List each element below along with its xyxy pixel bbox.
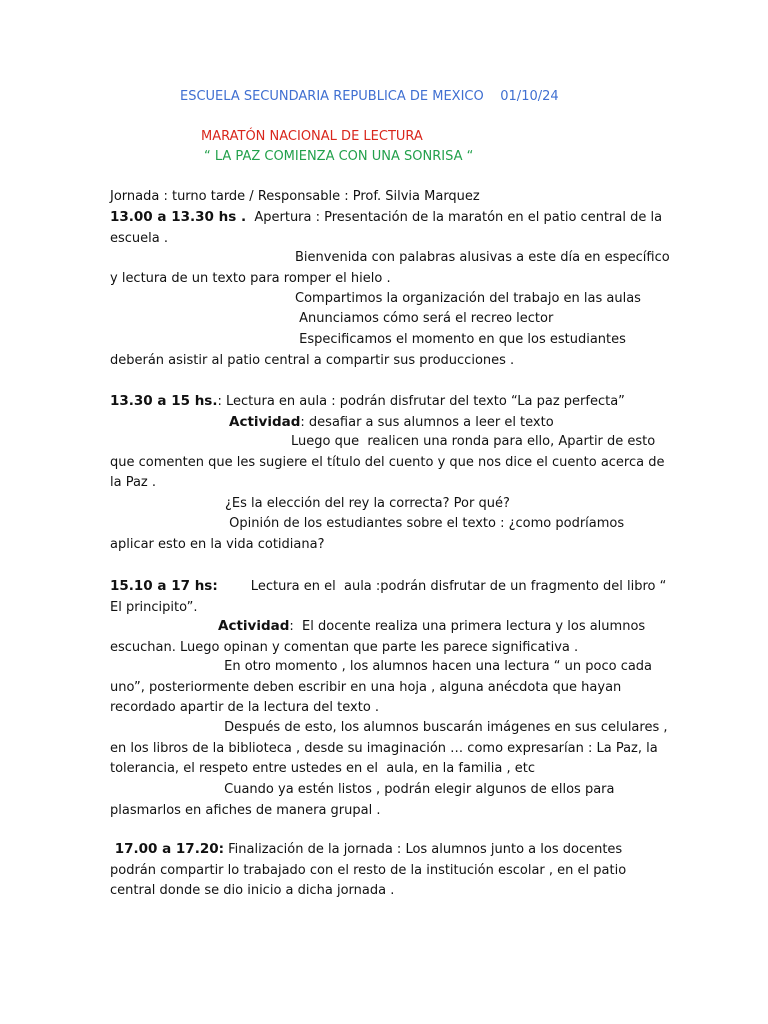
block3-text: Lectura en el aula :podrán disfrutar de un fragmento del libro “ El principito”. [110,579,671,615]
block2-line3: Luego que realicen una ronda para ello, Apartir de esto que comenten que les sugiere el título del cuento y que nos dice el cuento acerca de la Paz . [110,434,669,490]
school-header [180,87,740,108]
document-title: MARATÓN NACIONAL DE LECTURA [201,129,423,144]
block3-line4: Después de esto, los alumnos buscarán imágenes en sus celulares , en los libros de la biblioteca , desde su imaginación … como expresarían : La Paz, la tolerancia, el respeto entre ustedes en el aula, en la familia , etc [110,720,672,776]
block4-text: Finalización de la jornada : Los alumnos junto a los docentes podrán compartir lo trabajado con el resto de la institución escolar , en el patio central donde se dio inicio a dicha jornada . [110,842,631,898]
block3-activity-text: : El docente realiza una primera lectura y los alumnos escuchan. Luego opinan y comentan que parte les parece significativa . [110,619,650,655]
block2-text: : Lectura en aula : podrán disfrutar del texto “La paz perfecta” [217,394,625,409]
block1-line4: Anunciamos cómo será el recreo lector [295,311,554,326]
block2-activity [110,412,670,434]
block2-activity-text: : desafiar a sus alumnos a leer el texto [300,415,554,430]
school-name: ESCUELA SECUNDARIA REPUBLICA DE MEXICO [180,89,484,104]
block4-time: 17.00 a 17.20: [110,841,225,857]
jornada-info: Jornada : turno tarde / Responsable : Prof. Silvia Marquez [110,189,480,204]
block3-line5: Cuando ya estén listos , podrán elegir algunos de ellos para plasmarlos en afiches de manera grupal . [110,782,619,818]
document-subtitle: “ LA PAZ COMIENZA CON UNA SONRISA “ [204,149,474,164]
block1-time: 13.00 a 13.30 hs . [110,209,247,225]
block1-line5: Especificamos el momento en que los estudiantes deberán asistir al patio central a compartir sus producciones . [110,332,631,368]
block1-intro [110,207,670,249]
block3-line3: En otro momento , los alumnos hacen una lectura “ un poco cada uno”, posteriormente deben escribir en una hoja , alguna anécdota que hayan recordado apartir de la lectura del texto . [110,659,657,715]
block3-activity [110,616,670,658]
block3-time: 15.10 a 17 hs: [110,578,218,594]
block2-line4: ¿Es la elección del rey la correcta? Por qué? [225,496,510,511]
block4-intro [110,839,670,902]
document-date: 01/10/24 [500,89,559,104]
block3-intro [110,576,670,618]
block2-line5: Opinión de los estudiantes sobre el texto : ¿como podríamos aplicar esto en la vida cotidiana? [110,516,629,552]
block1-text: Apertura : Presentación de la maratón en el patio central de la escuela . [110,210,667,246]
block3-activity-label: Actividad [218,618,290,634]
block1-line3: Compartimos la organización del trabajo en las aulas [295,291,641,306]
block2-activity-label: Actividad [229,414,301,430]
block1-line2: Bienvenida con palabras alusivas a este día en específico y lectura de un texto para romper el hielo . [110,250,674,286]
block2-intro [110,391,670,413]
block2-time: 13.30 a 15 hs. [110,393,218,409]
